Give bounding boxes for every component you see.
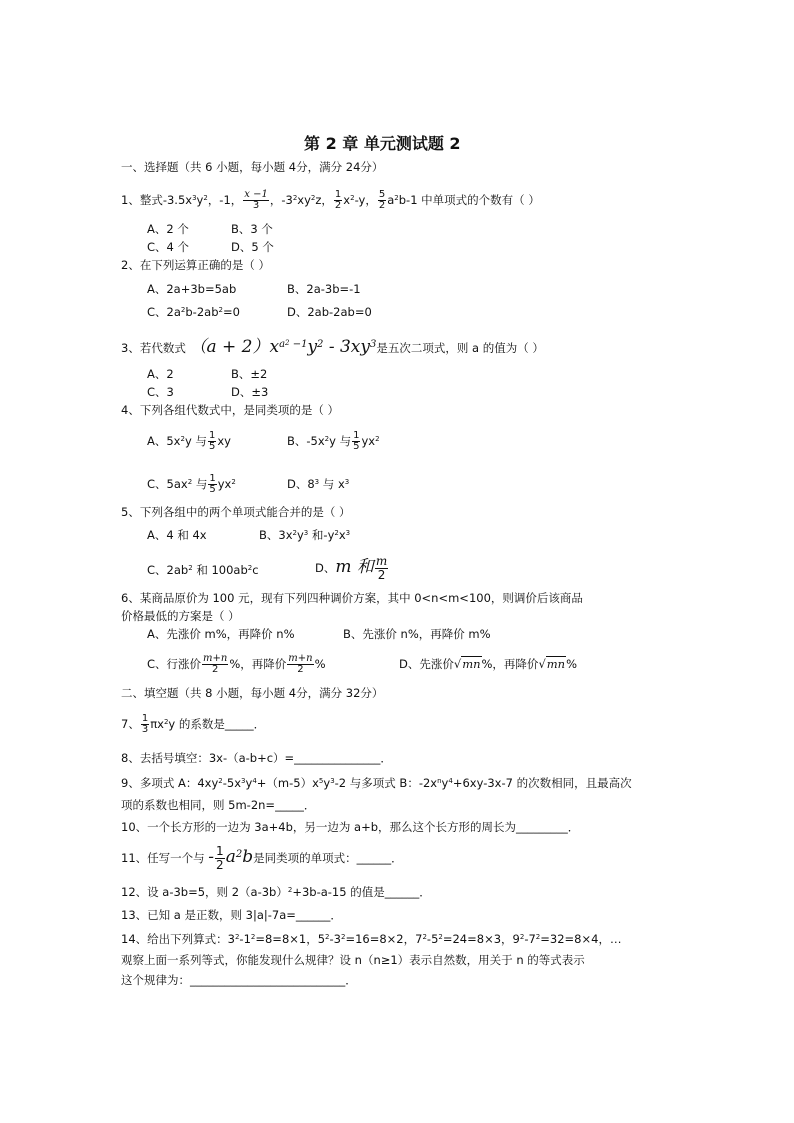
fraction: $\frac{5}{2}$ — [378, 189, 386, 211]
question-12: 12、设 a-3b=5，则 $2(a-3b)^2+3b-a-15$ 的值是______． — [121, 885, 431, 899]
question-6-line-1: 6、某商品原价为 100 元，现有下列四种调价方案，其中 0<n<m<100，则调价后该商品 — [121, 591, 583, 605]
question-4: 4、下列各组代数式中，是同类项的是（ ） — [121, 403, 339, 417]
q4-option-a: A、$5x^2y$ 与 $\frac{1}{5}$ xy — [147, 430, 231, 452]
question-10: 10、一个长方形的一边为 3a+4b，另一边为 a+b，那么这个长方形的周长为_________． — [121, 820, 580, 834]
fraction: $\frac{x -1}{3}$ — [244, 189, 268, 211]
q4-option-b: B、$-5x^2y$ 与 $\frac{1}{5}$ $yx^2$ — [287, 430, 380, 452]
q3-option-d: D、±3 — [231, 385, 269, 399]
question-11: 11、任写一个与 - $\frac{1}{2}$ $a^2b$是同类项的单项式：______． — [121, 844, 403, 872]
question-9-line-1: 9、多项式 A：$4xy^2-5x^3y^4+(m-5)x^5y^3-2$ 与多项式 B：$-2x^ny^4+6xy-3x-7$ 的次数相同，且最高次 — [121, 776, 632, 790]
question-6-line-2: 价格最低的方案是（ ） — [121, 609, 240, 623]
q2-option-c: C、$2a^2b-2ab^2=0$ — [147, 305, 240, 319]
q6-option-c: C、行涨价 $\frac{m+n}{2}$ %，再降价 $\frac{m+n}{2}$ % — [147, 653, 326, 675]
q4-option-d: D、$8^3$ 与 $x^3$ — [287, 477, 350, 491]
q5-option-a: A、4 和 4x — [147, 528, 207, 542]
question-13: 13、已知 a 是正数，则 3|a|-7a=______． — [121, 908, 342, 922]
q1-option-c: C、4 个 — [147, 240, 190, 254]
page-title: 第 2 章 单元测试题 2 — [304, 134, 461, 153]
q6-option-b: B、先涨价 n%，再降价 m% — [343, 627, 491, 641]
question-3: 3、若代数式 $(a + 2)x^{a^2 -1}y^2 - 3xy^3$是五次二项式，则 a 的值为（ ） — [121, 337, 544, 357]
q5-option-c: C、$2ab^2$ 和 $100ab^2c$ — [147, 563, 259, 577]
question-7: 7、 $\frac{1}{3}$ $\pi x^2y$ 的系数是_____． — [121, 713, 266, 735]
q6-option-a: A、先涨价 m%，再降价 n% — [147, 627, 295, 641]
q1-option-a: A、2 个 — [147, 222, 189, 236]
q5-option-b: B、$3x^2y^3$ 和$-y^2x^3$ — [259, 528, 351, 542]
question-8: 8、去括号填空：3x-（a-b+c）=_______________． — [121, 751, 392, 765]
question-14-line-3: 这个规律为：___________________________． — [121, 973, 357, 987]
q6-option-d: D、先涨价√mn%，再降价√mn% — [399, 657, 578, 671]
question-1: 1、整式$-3.5x^3y^2$，-1， $\frac{x -1}{3}$ ，$-3^2xy^2z$， $\frac{1}{2}$ $x^2-y$， $\frac{5}{2}$ $a^2b-1$ 中单项式的个数有（ ） — [121, 189, 540, 211]
question-9-line-2: 项的系数也相同，则 5m-2n=_____． — [121, 798, 316, 812]
q3-option-a: A、2 — [147, 367, 174, 381]
question-2: 2、在下列运算正确的是（ ） — [121, 258, 270, 272]
q2-option-b: B、2a-3b=-1 — [287, 282, 361, 296]
q2-option-d: D、2ab-2ab=0 — [287, 305, 372, 319]
section-heading-choice: 一、选择题（共 6 小题，每小题 4分，满分 24分） — [121, 160, 384, 174]
q4-option-c: C、$5ax^2$ 与 $\frac{1}{5}$ $yx^2$ — [147, 473, 236, 495]
section-heading-fill: 二、填空题（共 8 小题，每小题 4分，满分 32分） — [121, 686, 384, 700]
fraction: $\frac{1}{2}$ — [334, 189, 342, 211]
q3-option-b: B、±2 — [231, 367, 268, 381]
q1-option-d: D、5 个 — [231, 240, 274, 254]
q1-option-b: B、3 个 — [231, 222, 273, 236]
question-14-line-2: 观察上面一系列等式，你能发现什么规律？设 n（n≥1）表示自然数，用关于 n 的等式表示 — [121, 953, 585, 967]
q2-option-a: A、2a+3b=5ab — [147, 282, 237, 296]
q3-option-c: C、3 — [147, 385, 174, 399]
question-14-line-1: 14、给出下列算式：$3^2-1^2=8=8\times 1$，$5^2-3^2=16=8\times 2$，$7^2-5^2=24=8\times 3$，$9^2-7^2=32=8\times 4$，… — [121, 932, 622, 946]
q5-option-d: D、m 和 $\frac{m}{2}$ — [315, 554, 388, 582]
question-5: 5、下列各组中的两个单项式能合并的是（ ） — [121, 505, 351, 519]
